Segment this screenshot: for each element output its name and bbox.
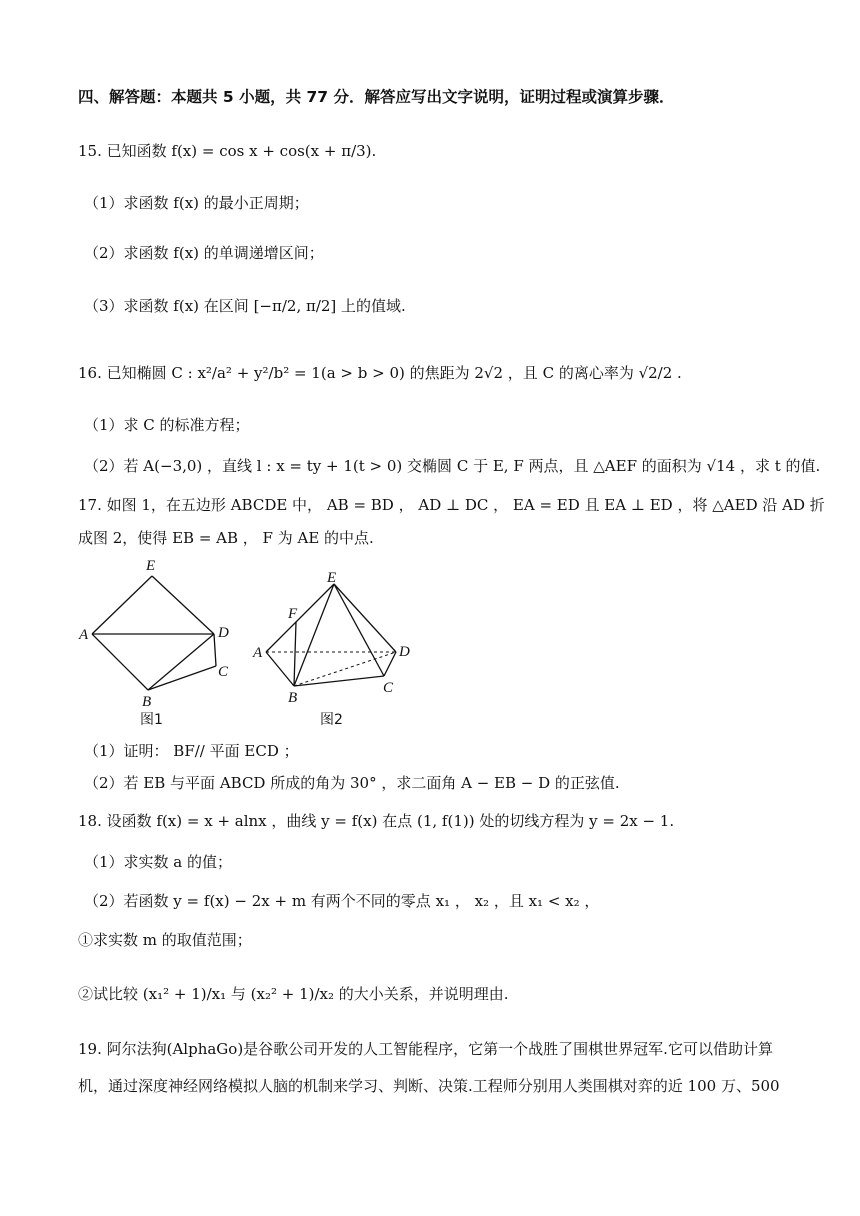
q15-stem: 15. 已知函数 f(x) = cos x + cos(x + π/3). [78, 142, 377, 160]
q18-part-1: （1）求实数 a 的值； [84, 853, 233, 871]
q17-part-1: （1）证明： BF// 平面 ECD ； [84, 742, 299, 760]
fig2-label-D: D [399, 644, 410, 660]
q15-part-1: （1）求函数 f(x) 的最小正周期； [84, 194, 309, 212]
fig2-edge-FB [294, 622, 296, 686]
q17-part-2: （2）若 EB 与平面 ABCD 所成的角为 30° ，求二面角 A − EB − D 的正弦值. [84, 774, 620, 792]
q15-part-3: （3）求函数 f(x) 在区间 [−π/2, π/2] 上的值域. [84, 297, 406, 315]
fig1-label-C: C [218, 664, 229, 680]
q19-line1: 19. 阿尔法狗(AlphaGo)是谷歌公司开发的人工智能程序，它第一个战胜了围棋世界冠军.它可以借助计算 [78, 1040, 773, 1058]
fig1-caption: 图1 [140, 712, 163, 728]
q17-figures [78, 552, 438, 732]
fig1-edge-ED [152, 576, 214, 634]
q15-part-2: （2）求函数 f(x) 的单调递增区间； [84, 244, 324, 262]
q17-stem-line1: 17. 如图 1，在五边形 ABCDE 中， AB = BD ， AD ⊥ DC ， EA = ED 且 EA ⊥ ED ，将 △AED 沿 AD 折 [78, 496, 825, 514]
fig2-label-A: A [253, 645, 263, 661]
fig1-label-E: E [146, 558, 156, 574]
q18-part-2-i: ①求实数 m 的取值范围； [78, 931, 252, 949]
fig1-label-B: B [142, 694, 152, 710]
q18-part-2: （2）若函数 y = f(x) − 2x + m 有两个不同的零点 x₁ ， x₂ ，且 x₁ < x₂ ， [84, 892, 600, 910]
q18-part-2-ii: ②试比较 (x₁² + 1)/x₁ 与 (x₂² + 1)/x₂ 的大小关系，并说明理由. [78, 985, 509, 1003]
fig1-label-A: A [79, 627, 89, 643]
fig2-label-C: C [383, 680, 394, 696]
q16-stem: 16. 已知椭圆 C : x²/a² + y²/b² = 1(a > b > 0) 的焦距为 2√2 ，且 C 的离心率为 √2/2 . [78, 364, 682, 382]
q16-part-1: （1）求 C 的标准方程； [84, 416, 250, 434]
q17-figures-svg [78, 552, 438, 732]
q18-stem: 18. 设函数 f(x) = x + alnx ，曲线 y = f(x) 在点 (1, f(1)) 处的切线方程为 y = 2x − 1. [78, 812, 675, 830]
q16-part-2: （2）若 A(−3,0) ，直线 l : x = ty + 1(t > 0) 交椭圆 C 于 E, F 两点，且 △AEF 的面积为 √14 ，求 t 的值. [84, 457, 821, 475]
fig2-edge-AB [266, 652, 294, 686]
section-header: 四、解答题：本题共 5 小题，共 77 分．解答应写出文字说明，证明过程或演算步骤． [78, 88, 675, 106]
fig2-label-B: B [288, 690, 298, 706]
fig2-label-F: F [288, 606, 298, 622]
q19-line2: 机，通过深度神经网络模拟人脑的机制来学习、判断、决策.工程师分别用人类围棋对弈的近 100 万、500 [78, 1077, 780, 1095]
fig1-edge-CB [148, 666, 216, 690]
fig1-lines [92, 576, 216, 690]
fig2-edge-EA [266, 584, 334, 652]
fig1-edge-AB [92, 634, 148, 690]
fig2-caption: 图2 [320, 712, 343, 728]
fig2-edge-EB [294, 584, 334, 686]
fig1-edge-DC [214, 634, 216, 666]
fig2-lines [266, 584, 396, 686]
fig2-hidden-lines [266, 652, 396, 686]
fig1-edge-EA [92, 576, 152, 634]
fig2-label-E: E [327, 570, 337, 586]
fig1-edge-BD [148, 634, 214, 690]
q17-stem-line2: 成图 2，使得 EB = AB ， F 为 AE 的中点. [78, 529, 374, 547]
fig1-label-D: D [218, 625, 229, 641]
